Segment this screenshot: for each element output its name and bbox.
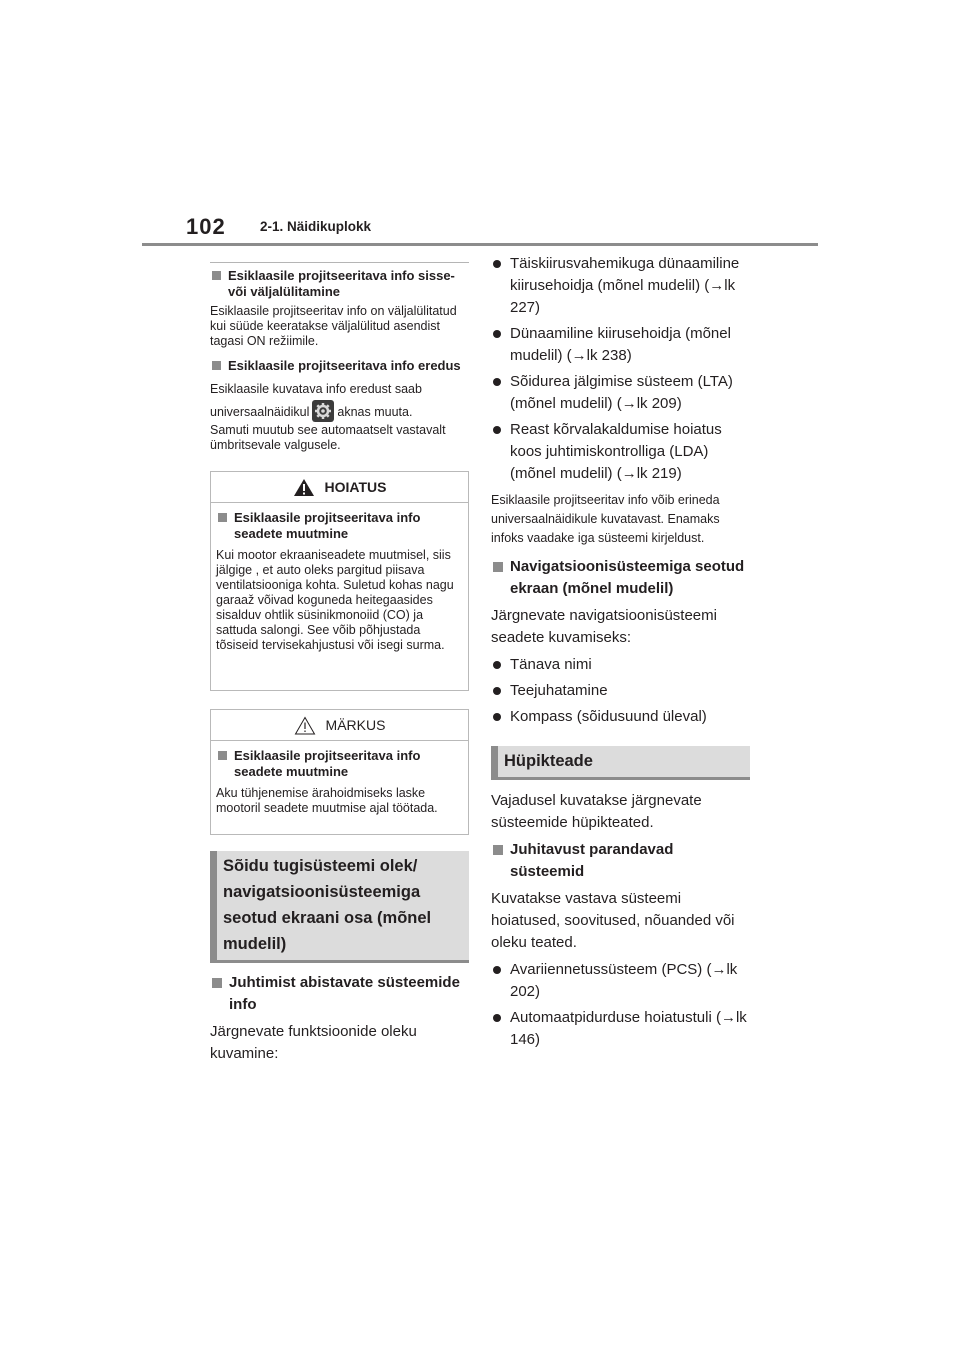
list-item: Täiskiirusvahemikuga dünaamiline kiirusehoidja (mõnel mudelil) (→lk 227) <box>491 253 750 319</box>
subheading-driving-assist: Juhtimist abistavate süsteemide info <box>210 972 469 1016</box>
list-item: Teejuhatamine <box>491 680 750 702</box>
subheading-handling-systems: Juhitavust parandavad süsteemid <box>491 839 750 883</box>
page-number: 102 <box>186 214 226 239</box>
notice-label: MÄRKUS <box>325 717 386 733</box>
section-divider <box>210 262 469 263</box>
paragraph-brightness-auto: Samuti muutub see automaatselt vastavalt ümbritsevale valgusele. <box>210 423 446 452</box>
subheading-navigation: Navigatsioonisüsteemiga seotud ekraan (mõnel mudelil) <box>491 556 750 600</box>
notice-triangle-icon <box>294 716 316 735</box>
notice-subheading: Esiklaasile projitseeritava info seadete muutmine <box>216 748 463 780</box>
list-assist-systems <box>491 253 750 485</box>
subheading-hud-toggle: Esiklaasile projitseeritava info sisse- või väljalülitamine <box>210 268 469 300</box>
notice-box <box>210 709 469 835</box>
notice-box-body <box>211 741 468 824</box>
brightness-text-b: aknas muuta. <box>337 405 413 419</box>
list-item: Avariiennetussüsteem (PCS) (→lk 202) <box>491 959 750 1003</box>
paragraph-popup: Vajadusel kuvatakse järgnevate süsteemide hüpikteated. <box>491 792 702 831</box>
section-title: 2-1. Näidikuplokk <box>260 219 372 234</box>
warning-text: Kui mootor ekraaniseadete muutmisel, siis jälgige , et auto oleks pargitud piisava ventilatsiooniga kohta. Suletud kohas nagu garaaž võivad koguneda heitegaasides sisalduv ohtlik süsinikmonoiid (CO) ja sattuda salongi. See võib põhjustada tõsiseid tervisekahjustusi või isegi surma. <box>216 548 454 652</box>
list-item: Automaatpidurduse hoiatustuli (→lk 146) <box>491 1007 750 1051</box>
paragraph-hud-difference: Esiklaasile projitseeritav info võib erineda universaalnäidikule kuvatavast. Enamaks infoks vaadake iga süsteemi kirjeldust. <box>491 493 720 545</box>
paragraph-hud-toggle: Esiklaasile projitseeritav info on väljalülitatud kui süüde keeratakse väljalülitud asendist tagasi ON režiimile. <box>210 304 457 348</box>
list-item: Tänava nimi <box>491 654 750 676</box>
left-column <box>210 262 469 1065</box>
notice-box-header <box>211 710 468 741</box>
header-rule <box>142 243 818 246</box>
warning-subheading: Esiklaasile projitseeritava info seadete muutmine <box>216 510 463 542</box>
list-handling-systems <box>491 959 750 1051</box>
paragraph-driving-assist: Järgnevate funktsioonide oleku kuvamine: <box>210 1023 417 1062</box>
subheading-hud-brightness: Esiklaasile projitseeritava info eredus <box>210 358 469 374</box>
list-navigation <box>491 654 750 728</box>
section-heading-popup: Hüpikteade <box>491 746 750 780</box>
warning-box <box>210 471 469 691</box>
paragraph-navigation: Järgnevate navigatsioonisüsteemi seadete kuvamiseks: <box>491 607 717 646</box>
paragraph-hud-brightness <box>210 378 469 423</box>
warning-box-body <box>211 503 468 661</box>
list-item: Reast kõrvalakaldumise hoiatus koos juhtimiskontrolliga (LDA) (mõnel mudelil) (→lk 219) <box>491 419 750 485</box>
list-item: Kompass (sõidusuund üleval) <box>491 706 750 728</box>
warning-box-header <box>211 472 468 503</box>
notice-text: Aku tühjenemise ärahoidmiseks laske mootoril seadete muutmise ajal töötada. <box>216 786 438 815</box>
list-item: Sõidurea jälgimise süsteem (LTA) (mõnel mudelil) (→lk 209) <box>491 371 750 415</box>
list-item: Dünaamiline kiirusehoidja (mõnel mudelil) (→lk 238) <box>491 323 750 367</box>
gear-icon <box>312 400 334 422</box>
paragraph-handling-systems: Kuvatakse vastava süsteemi hoiatused, soovitused, nõuanded või oleku teated. <box>491 890 735 951</box>
warning-label: HOIATUS <box>324 479 387 495</box>
right-column <box>491 253 750 1055</box>
brightness-text-a: Esiklaasile kuvatava info eredust saab universaalnäidikul <box>210 382 422 419</box>
section-heading-driving-support: Sõidu tugisüsteemi olek/ navigatsioonisüsteemiga seotud ekraani osa (mõnel mudelil) <box>210 851 469 963</box>
warning-triangle-icon <box>293 478 315 497</box>
